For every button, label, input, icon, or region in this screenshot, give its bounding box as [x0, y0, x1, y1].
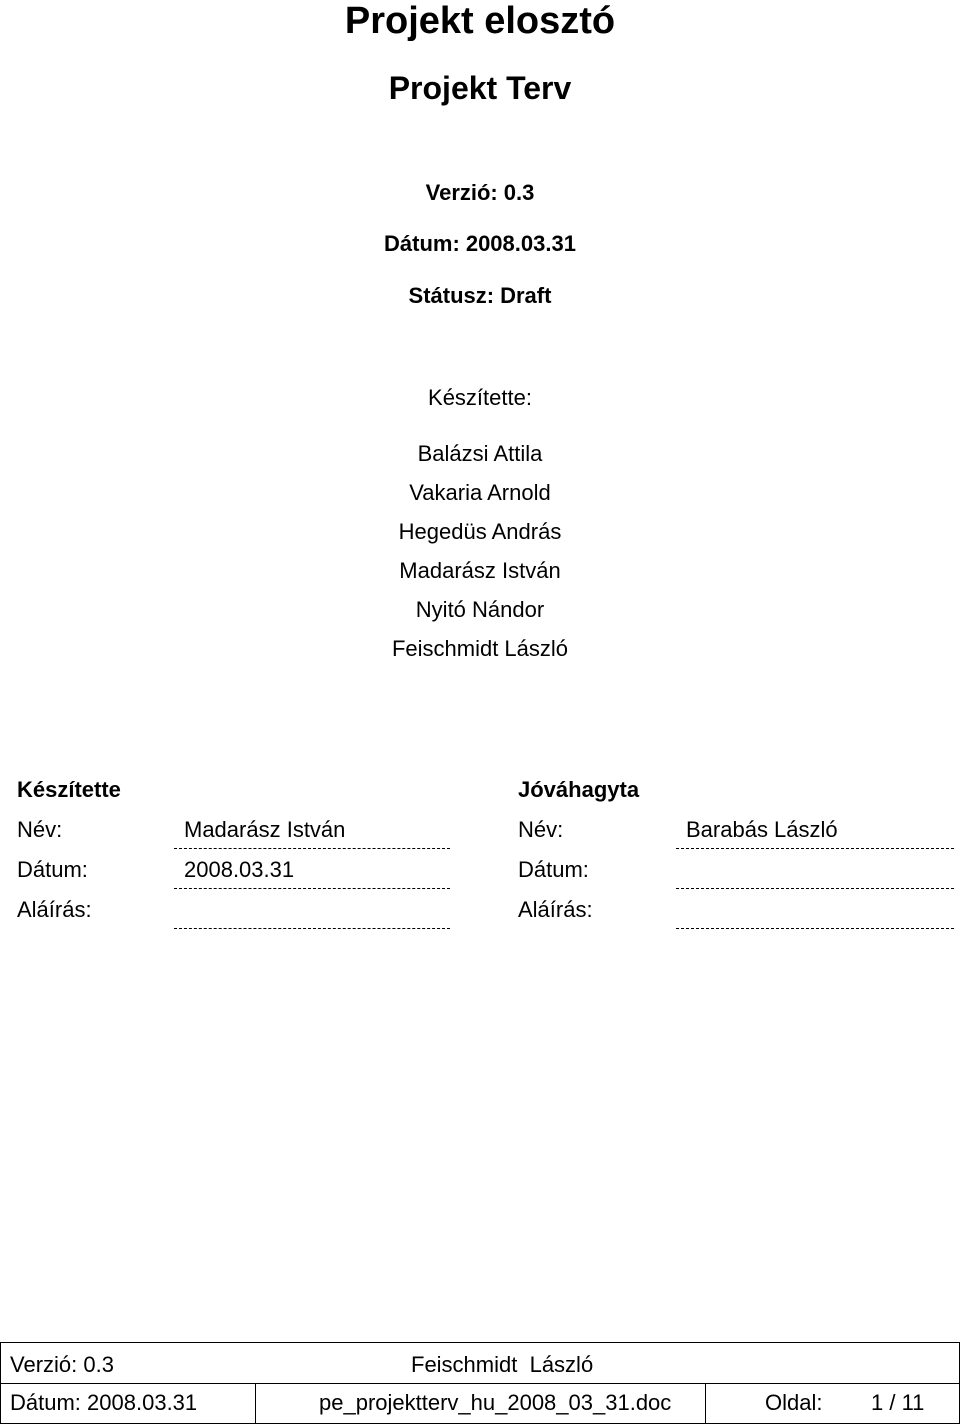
author-name: Balázsi Attila: [417, 441, 543, 466]
prepared-name-label: Név:: [17, 817, 63, 842]
status-label: Státusz:: [408, 283, 495, 308]
date-label: Dátum:: [384, 231, 460, 256]
approved-date-underline: [676, 888, 954, 889]
footer-filename: pe_projektterv_hu_2008_03_31.doc: [319, 1390, 672, 1415]
prepared-date-label: Dátum:: [17, 857, 88, 882]
document-subtitle: Projekt Terv: [388, 70, 572, 106]
version-value: 0.3: [503, 180, 535, 205]
date-line: [0, 231, 960, 257]
footer-version: [10, 1352, 114, 1378]
approved-heading: Jóváhagyta: [518, 777, 640, 802]
approved-name-value: Barabás László: [686, 817, 838, 842]
prepared-name-underline: [174, 848, 450, 849]
status-line: [0, 283, 960, 309]
footer-page-number: 1 / 11: [871, 1390, 925, 1415]
prepared-date-value: 2008.03.31: [184, 857, 295, 882]
footer-column-divider: [705, 1384, 706, 1423]
author-name: Feischmidt László: [391, 636, 569, 661]
approved-signature-line: [676, 928, 954, 929]
footer-date: [10, 1390, 197, 1416]
author-name: Nyitó Nándor: [415, 597, 545, 622]
status-value: Draft: [500, 283, 552, 308]
author-name: Madarász István: [399, 558, 561, 583]
footer-version-value: 0.3: [83, 1352, 114, 1377]
approved-date-label: Dátum:: [518, 857, 589, 882]
footer-date-value: 2008.03.31: [87, 1390, 198, 1415]
footer-date-label: Dátum:: [10, 1390, 81, 1415]
prepared-signature-line: [174, 928, 450, 929]
footer-column-divider: [255, 1384, 256, 1423]
approved-name-label: Név:: [518, 817, 564, 842]
author-name: Hegedüs András: [398, 519, 562, 544]
footer-page-label: Oldal:: [765, 1390, 823, 1415]
version-label: Verzió:: [425, 180, 498, 205]
footer-author: Feischmidt László: [411, 1352, 594, 1377]
prepared-name-value: Madarász István: [184, 817, 346, 842]
footer-divider: [1, 1383, 959, 1384]
version-line: [0, 180, 960, 206]
prepared-signature-label: Aláírás:: [17, 897, 92, 922]
footer-version-label: Verzió:: [10, 1352, 78, 1377]
author-name: Vakaria Arnold: [409, 480, 551, 505]
prepared-by-heading: Készítette:: [428, 385, 532, 410]
page-footer: [0, 1342, 960, 1424]
document-title: Projekt elosztó: [344, 0, 616, 42]
date-value: 2008.03.31: [465, 231, 576, 256]
approved-name-underline: [676, 848, 954, 849]
prepared-heading: Készítette: [17, 777, 121, 802]
prepared-date-underline: [174, 888, 450, 889]
approved-signature-label: Aláírás:: [518, 897, 593, 922]
